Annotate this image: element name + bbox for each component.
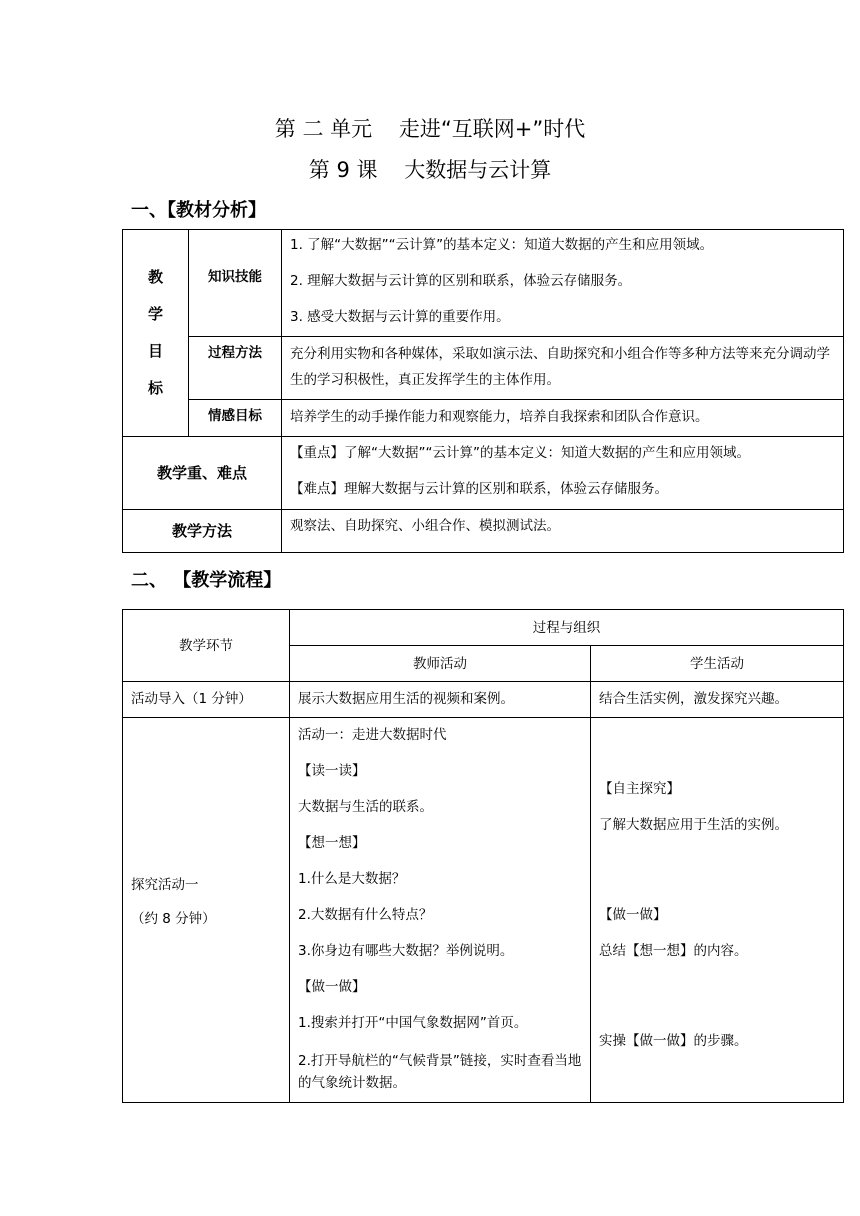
- teacher-line: 大数据与生活的联系。: [298, 799, 433, 815]
- teacher-line: 2.打开导航栏的“气候背景”链接，实时查看当地的气象统计数据。: [298, 1053, 582, 1091]
- flow-table: [122, 609, 844, 1103]
- emotion-label: 情感目标: [189, 400, 282, 437]
- header-teacher: 教师活动: [290, 646, 591, 682]
- teacher-line: 【做一做】: [298, 979, 366, 995]
- student-line: 【做一做】: [599, 907, 667, 923]
- row2-teacher: [290, 718, 591, 1103]
- row2-stage-line: 探究活动一: [131, 877, 199, 893]
- key-point: 【重点】了解“大数据”“云计算”的基本定义：知道大数据的产生和应用领域。: [290, 445, 750, 461]
- knowledge-item: 3. 感受大数据与云计算的重要作用。: [290, 309, 510, 325]
- header-stage: 教学环节: [123, 610, 290, 682]
- row1-student: 结合生活实例，激发探究兴趣。: [591, 682, 844, 718]
- row1-stage: 活动导入（1 分钟）: [123, 682, 290, 718]
- goals-label: [123, 230, 189, 437]
- goals-char: 标: [147, 379, 163, 397]
- teacher-line: 活动一：走进大数据时代: [298, 727, 447, 743]
- key-point: 【难点】理解大数据与云计算的区别和联系，体验云存储服务。: [290, 481, 668, 497]
- student-line: 实操【做一做】的步骤。: [599, 1033, 748, 1049]
- knowledge-item: 1. 了解“大数据”“云计算”的基本定义：知道大数据的产生和应用领域。: [290, 237, 714, 253]
- teacher-line: 2.大数据有什么特点？: [298, 907, 433, 923]
- header-process: 过程与组织: [290, 610, 844, 646]
- row2-stage-line: （约 8 分钟）: [131, 911, 216, 927]
- row2-stage: [123, 718, 290, 1103]
- analysis-table: [122, 229, 844, 553]
- section-heading-flow: 二、 【教学流程】: [131, 570, 282, 591]
- emotion-text: 培养学生的动手操作能力和观察能力，培养自我探索和团队合作意识。: [282, 400, 844, 437]
- row2-student: [591, 718, 844, 1103]
- process-text: 充分利用实物和各种媒体，采取如演示法、自助探究和小组合作等多种方法等来充分调动学生的学习积极性，真正发挥学生的主体作用。: [282, 337, 844, 400]
- header-student: 学生活动: [591, 646, 844, 682]
- teacher-line: 1.搜索并打开“中国气象数据网”首页。: [298, 1015, 528, 1031]
- teacher-line: 3.你身边有哪些大数据？举例说明。: [298, 943, 514, 959]
- method-text: 观察法、自助探究、小组合作、模拟测试法。: [282, 510, 844, 553]
- key-points-cell: [282, 437, 844, 510]
- knowledge-cell: [282, 230, 844, 337]
- student-line: 了解大数据应用于生活的实例。: [599, 817, 788, 833]
- knowledge-label: 知识技能: [189, 230, 282, 337]
- method-label: 教学方法: [123, 510, 282, 553]
- goals-char: 教: [147, 268, 163, 286]
- teacher-line: 【想一想】: [298, 835, 366, 851]
- student-line: 【自主探究】: [599, 781, 680, 797]
- student-line: 总结【想一想】的内容。: [599, 943, 748, 959]
- goals-char: 目: [147, 342, 163, 360]
- knowledge-item: 2. 理解大数据与云计算的区别和联系，体验云存储服务。: [290, 273, 632, 289]
- teacher-line: 【读一读】: [298, 763, 366, 779]
- row1-teacher: 展示大数据应用生活的视频和案例。: [290, 682, 591, 718]
- key-points-label: 教学重、难点: [123, 437, 282, 510]
- section-heading-analysis: 一、【教材分析】: [131, 200, 266, 221]
- goals-char: 学: [147, 305, 163, 323]
- unit-title: 第 二 单元 走进“互联网+”时代: [274, 117, 586, 141]
- teacher-line: 1.什么是大数据？: [298, 871, 406, 887]
- lesson-title: 第 9 课 大数据与云计算: [308, 158, 552, 182]
- process-label: 过程方法: [189, 337, 282, 400]
